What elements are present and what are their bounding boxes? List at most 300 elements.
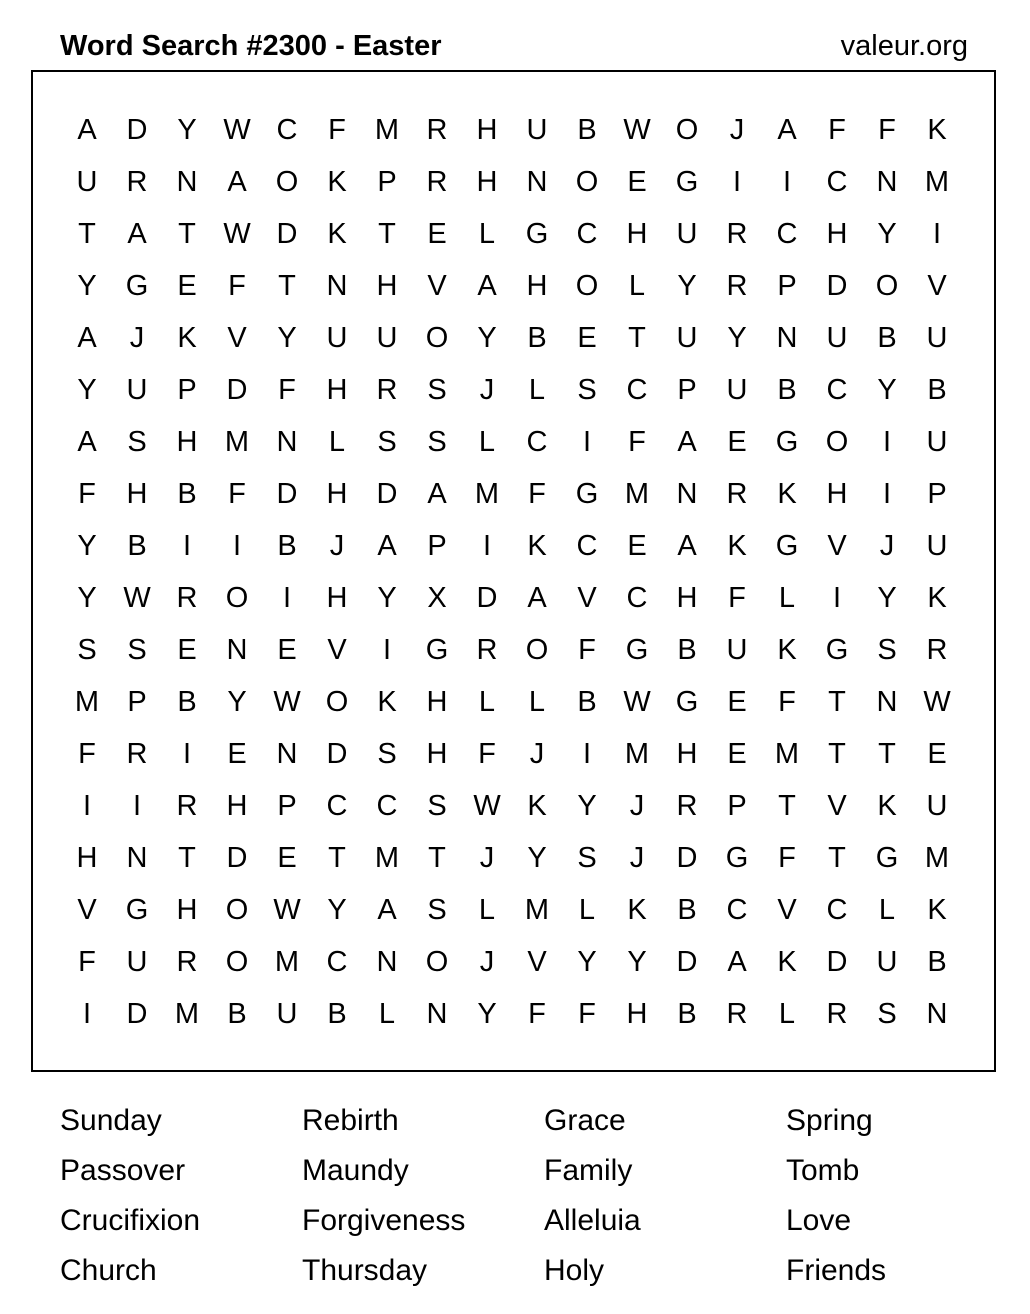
grid-letter: D — [126, 113, 148, 146]
grid-letter: Y — [577, 789, 597, 822]
grid-letter: P — [377, 165, 397, 198]
grid-letter: T — [178, 217, 196, 250]
grid-letter: G — [775, 529, 799, 562]
grid-letter: N — [526, 165, 548, 198]
grid-letter: U — [376, 321, 398, 354]
grid-letter: S — [427, 789, 447, 822]
grid-letter: M — [624, 737, 650, 770]
grid-letter: G — [875, 841, 899, 874]
grid-letter: U — [876, 945, 898, 978]
grid-letter: C — [376, 789, 398, 822]
grid-letter: T — [428, 841, 446, 874]
grid-letter: H — [476, 165, 498, 198]
grid-letter: R — [476, 633, 498, 666]
grid-letter: M — [924, 841, 950, 874]
grid-letter: R — [176, 945, 198, 978]
grid-letter: W — [273, 893, 301, 926]
grid-letter: E — [427, 217, 447, 250]
grid-letter: F — [228, 269, 246, 302]
grid-letter: A — [77, 113, 97, 146]
word-list-item: Holy — [544, 1254, 605, 1287]
grid-letter: L — [628, 269, 646, 302]
grid-letter: C — [826, 165, 848, 198]
grid-letter: L — [528, 373, 546, 406]
grid-letter: I — [232, 529, 242, 562]
grid-letter: E — [227, 737, 247, 770]
grid-letter: K — [927, 581, 947, 614]
grid-letter: D — [676, 945, 698, 978]
grid-letter: A — [527, 581, 547, 614]
grid-letter: A — [677, 529, 697, 562]
grid-letter: J — [529, 737, 545, 770]
grid-letter: B — [677, 997, 697, 1030]
grid-letter: P — [727, 789, 747, 822]
grid-letter: H — [76, 841, 98, 874]
grid-letter: K — [927, 893, 947, 926]
grid-letter: T — [178, 841, 196, 874]
letter-grid — [62, 104, 962, 1040]
grid-letter: H — [326, 581, 348, 614]
grid-letter: E — [277, 633, 297, 666]
grid-letter: H — [526, 269, 548, 302]
grid-letter: O — [225, 581, 249, 614]
grid-letter: L — [378, 997, 396, 1030]
grid-letter: H — [676, 737, 698, 770]
grid-letter: G — [825, 633, 849, 666]
grid-letter: N — [226, 633, 248, 666]
grid-letter: I — [182, 529, 192, 562]
grid-letter: K — [777, 477, 797, 510]
grid-letter: M — [274, 945, 300, 978]
grid-letter: A — [77, 321, 97, 354]
grid-letter: H — [626, 997, 648, 1030]
grid-letter: H — [826, 477, 848, 510]
grid-letter: N — [776, 321, 798, 354]
grid-letter: O — [425, 945, 449, 978]
grid-letter: B — [577, 685, 597, 718]
grid-letter: U — [126, 373, 148, 406]
grid-letter: E — [727, 685, 747, 718]
grid-letter: M — [374, 113, 400, 146]
grid-letter: F — [328, 113, 346, 146]
word-list-item: Tomb — [786, 1154, 860, 1187]
grid-letter: D — [376, 477, 398, 510]
grid-letter: P — [927, 477, 947, 510]
word-list-item: Alleluia — [544, 1204, 641, 1237]
grid-letter: Y — [177, 113, 197, 146]
grid-letter: Y — [877, 581, 897, 614]
grid-letter: V — [527, 945, 547, 978]
grid-letter: K — [527, 529, 547, 562]
grid-letter: V — [227, 321, 247, 354]
grid-letter: L — [778, 581, 796, 614]
grid-letter: H — [326, 477, 348, 510]
word-list-item: Spring — [786, 1104, 873, 1137]
grid-letter: O — [825, 425, 849, 458]
grid-letter: V — [927, 269, 947, 302]
grid-letter: I — [132, 789, 142, 822]
grid-letter: D — [326, 737, 348, 770]
grid-letter: Y — [77, 529, 97, 562]
grid-letter: I — [482, 529, 492, 562]
grid-letter: R — [126, 165, 148, 198]
grid-letter: X — [427, 581, 447, 614]
grid-letter: R — [726, 269, 748, 302]
grid-letter: P — [277, 789, 297, 822]
grid-letter: W — [223, 217, 251, 250]
grid-letter: O — [225, 945, 249, 978]
grid-letter: K — [177, 321, 197, 354]
grid-letter: C — [626, 373, 648, 406]
grid-letter: S — [127, 633, 147, 666]
grid-letter: S — [577, 373, 597, 406]
grid-letter: M — [374, 841, 400, 874]
grid-letter: A — [677, 425, 697, 458]
grid-letter: F — [578, 997, 596, 1030]
word-list-item: Friends — [786, 1254, 887, 1287]
grid-letter: C — [326, 945, 348, 978]
grid-letter: J — [479, 841, 495, 874]
grid-letter: O — [425, 321, 449, 354]
grid-letter: H — [226, 789, 248, 822]
grid-letter: T — [78, 217, 96, 250]
grid-letter: S — [877, 633, 897, 666]
grid-letter: A — [427, 477, 447, 510]
grid-letter: U — [276, 997, 298, 1030]
grid-letter: J — [629, 841, 645, 874]
grid-letter: F — [528, 477, 546, 510]
grid-letter: I — [382, 633, 392, 666]
grid-letter: J — [479, 373, 495, 406]
grid-letter: N — [926, 997, 948, 1030]
grid-letter: P — [177, 373, 197, 406]
grid-letter: W — [923, 685, 951, 718]
grid-letter: J — [479, 945, 495, 978]
grid-letter: O — [675, 113, 699, 146]
grid-letter: L — [328, 425, 346, 458]
grid-letter: T — [278, 269, 296, 302]
grid-letter: M — [224, 425, 250, 458]
grid-letter: T — [878, 737, 896, 770]
grid-letter: G — [125, 269, 149, 302]
grid-letter: I — [582, 737, 592, 770]
grid-letter: T — [378, 217, 396, 250]
grid-letter: R — [426, 165, 448, 198]
grid-letter: T — [328, 841, 346, 874]
grid-letter: M — [474, 477, 500, 510]
grid-letter: O — [875, 269, 899, 302]
grid-letter: R — [376, 373, 398, 406]
grid-letter: D — [276, 217, 298, 250]
grid-letter: Y — [527, 841, 547, 874]
grid-letter: L — [478, 685, 496, 718]
grid-letter: V — [327, 633, 347, 666]
grid-letter: U — [826, 321, 848, 354]
grid-letter: B — [927, 373, 947, 406]
grid-letter: O — [275, 165, 299, 198]
grid-letter: F — [228, 477, 246, 510]
grid-letter: C — [826, 893, 848, 926]
grid-letter: S — [377, 425, 397, 458]
grid-letter: U — [676, 217, 698, 250]
grid-letter: I — [832, 581, 842, 614]
grid-letter: S — [577, 841, 597, 874]
grid-letter: J — [629, 789, 645, 822]
grid-letter: V — [577, 581, 597, 614]
grid-letter: B — [777, 373, 797, 406]
word-list-item: Love — [786, 1204, 852, 1237]
grid-letter: W — [123, 581, 151, 614]
grid-letter: U — [526, 113, 548, 146]
grid-letter: E — [277, 841, 297, 874]
grid-letter: T — [778, 789, 796, 822]
grid-letter: R — [126, 737, 148, 770]
grid-letter: T — [628, 321, 646, 354]
grid-letter: H — [676, 581, 698, 614]
grid-letter: S — [77, 633, 97, 666]
grid-letter: M — [924, 165, 950, 198]
grid-letter: C — [326, 789, 348, 822]
grid-letter: E — [927, 737, 947, 770]
grid-letter: A — [777, 113, 797, 146]
grid-letter: M — [174, 997, 200, 1030]
grid-letter: D — [826, 269, 848, 302]
grid-letter: B — [127, 529, 147, 562]
grid-letter: V — [427, 269, 447, 302]
grid-letter: E — [177, 269, 197, 302]
grid-letter: E — [727, 425, 747, 458]
grid-letter: E — [727, 737, 747, 770]
grid-letter: Y — [227, 685, 247, 718]
grid-letter: C — [826, 373, 848, 406]
grid-letter: Y — [477, 321, 497, 354]
word-list-item: Forgiveness — [302, 1204, 466, 1237]
grid-letter: U — [926, 425, 948, 458]
grid-letter: N — [176, 165, 198, 198]
grid-letter: W — [273, 685, 301, 718]
grid-letter: Y — [577, 945, 597, 978]
grid-letter: V — [827, 529, 847, 562]
page-title: Word Search #2300 - Easter — [60, 30, 442, 62]
grid-letter: I — [782, 165, 792, 198]
grid-letter: A — [377, 893, 397, 926]
grid-letter: D — [826, 945, 848, 978]
grid-letter: F — [78, 477, 96, 510]
grid-letter: Y — [77, 373, 97, 406]
grid-letter: A — [727, 945, 747, 978]
grid-letter: H — [176, 893, 198, 926]
grid-letter: O — [525, 633, 549, 666]
grid-letter: I — [182, 737, 192, 770]
grid-letter: T — [828, 841, 846, 874]
grid-letter: F — [828, 113, 846, 146]
grid-letter: R — [726, 217, 748, 250]
grid-letter: G — [525, 217, 549, 250]
grid-letter: U — [76, 165, 98, 198]
grid-letter: J — [329, 529, 345, 562]
grid-letter: F — [728, 581, 746, 614]
grid-letter: M — [774, 737, 800, 770]
grid-letter: U — [926, 529, 948, 562]
grid-letter: I — [932, 217, 942, 250]
grid-letter: B — [177, 685, 197, 718]
grid-letter: U — [726, 373, 748, 406]
grid-letter: U — [726, 633, 748, 666]
grid-letter: E — [177, 633, 197, 666]
grid-letter: R — [926, 633, 948, 666]
grid-letter: H — [376, 269, 398, 302]
grid-letter: K — [777, 633, 797, 666]
grid-letter: D — [276, 477, 298, 510]
grid-letter: B — [577, 113, 597, 146]
grid-letter: O — [575, 269, 599, 302]
grid-letter: K — [727, 529, 747, 562]
grid-letter: F — [878, 113, 896, 146]
grid-letter: K — [527, 789, 547, 822]
grid-letter: Y — [77, 581, 97, 614]
grid-letter: G — [675, 685, 699, 718]
grid-letter: Y — [677, 269, 697, 302]
word-list-item: Crucifixion — [60, 1204, 201, 1237]
grid-letter: N — [876, 685, 898, 718]
grid-letter: R — [826, 997, 848, 1030]
grid-letter: G — [625, 633, 649, 666]
grid-letter: H — [476, 113, 498, 146]
grid-letter: D — [476, 581, 498, 614]
site-name: valeur.org — [840, 30, 968, 62]
grid-letter: N — [126, 841, 148, 874]
grid-letter: L — [778, 997, 796, 1030]
grid-letter: Y — [327, 893, 347, 926]
grid-letter: G — [575, 477, 599, 510]
grid-letter: H — [176, 425, 198, 458]
word-list-item: Sunday — [60, 1104, 162, 1137]
grid-letter: C — [576, 217, 598, 250]
word-list-item: Grace — [544, 1104, 626, 1137]
grid-letter: L — [578, 893, 596, 926]
grid-letter: F — [778, 685, 796, 718]
grid-letter: S — [127, 425, 147, 458]
grid-letter: W — [473, 789, 501, 822]
grid-letter: K — [777, 945, 797, 978]
grid-letter: T — [828, 685, 846, 718]
grid-letter: U — [926, 321, 948, 354]
grid-letter: K — [377, 685, 397, 718]
word-list — [60, 1096, 1028, 1296]
grid-letter: P — [677, 373, 697, 406]
grid-letter: U — [926, 789, 948, 822]
grid-letter: O — [575, 165, 599, 198]
grid-letter: H — [426, 737, 448, 770]
grid-letter: D — [226, 841, 248, 874]
grid-letter: S — [427, 373, 447, 406]
grid-letter: S — [427, 893, 447, 926]
grid-letter: R — [176, 789, 198, 822]
grid-letter: F — [578, 633, 596, 666]
grid-letter: M — [524, 893, 550, 926]
grid-letter: A — [127, 217, 147, 250]
grid-letter: K — [327, 165, 347, 198]
grid-letter: U — [676, 321, 698, 354]
word-list-item: Rebirth — [302, 1104, 399, 1137]
word-list-item: Maundy — [302, 1154, 409, 1187]
grid-letter: H — [626, 217, 648, 250]
grid-letter: B — [877, 321, 897, 354]
grid-letter: K — [877, 789, 897, 822]
grid-letter: J — [879, 529, 895, 562]
grid-letter: B — [177, 477, 197, 510]
grid-letter: G — [675, 165, 699, 198]
grid-letter: S — [427, 425, 447, 458]
grid-letter: A — [77, 425, 97, 458]
grid-letter: F — [778, 841, 796, 874]
grid-letter: L — [878, 893, 896, 926]
grid-letter: V — [827, 789, 847, 822]
grid-letter: E — [577, 321, 597, 354]
grid-letter: C — [626, 581, 648, 614]
grid-letter: F — [628, 425, 646, 458]
grid-letter: N — [676, 477, 698, 510]
grid-letter: R — [726, 997, 748, 1030]
grid-letter: I — [582, 425, 592, 458]
grid-letter: L — [478, 425, 496, 458]
grid-letter: B — [677, 633, 697, 666]
grid-letter: I — [82, 997, 92, 1030]
grid-letter: H — [426, 685, 448, 718]
grid-letter: F — [78, 945, 96, 978]
grid-letter: U — [126, 945, 148, 978]
grid-letter: P — [777, 269, 797, 302]
grid-letter: K — [327, 217, 347, 250]
grid-letter: Y — [727, 321, 747, 354]
grid-letter: J — [129, 321, 145, 354]
grid-letter: G — [725, 841, 749, 874]
grid-letter: V — [777, 893, 797, 926]
grid-letter: D — [226, 373, 248, 406]
grid-letter: G — [425, 633, 449, 666]
grid-letter: A — [377, 529, 397, 562]
grid-letter: C — [276, 113, 298, 146]
grid-letter: U — [326, 321, 348, 354]
grid-letter: N — [876, 165, 898, 198]
grid-letter: I — [282, 581, 292, 614]
grid-letter: B — [277, 529, 297, 562]
grid-letter: D — [126, 997, 148, 1030]
grid-letter: B — [927, 945, 947, 978]
grid-letter: C — [526, 425, 548, 458]
grid-letter: N — [326, 269, 348, 302]
grid-letter: B — [327, 997, 347, 1030]
grid-letter: Y — [477, 997, 497, 1030]
grid-letter: N — [376, 945, 398, 978]
word-list-item: Church — [60, 1254, 157, 1287]
grid-letter: E — [627, 165, 647, 198]
grid-letter: N — [276, 425, 298, 458]
grid-letter: I — [882, 425, 892, 458]
grid-letter: P — [127, 685, 147, 718]
grid-letter: K — [627, 893, 647, 926]
grid-letter: B — [227, 997, 247, 1030]
grid-letter: C — [776, 217, 798, 250]
grid-letter: J — [729, 113, 745, 146]
grid-letter: L — [528, 685, 546, 718]
grid-letter: H — [826, 217, 848, 250]
grid-letter: Y — [877, 373, 897, 406]
grid-letter: F — [278, 373, 296, 406]
grid-letter: L — [478, 217, 496, 250]
grid-letter: P — [427, 529, 447, 562]
grid-letter: R — [676, 789, 698, 822]
